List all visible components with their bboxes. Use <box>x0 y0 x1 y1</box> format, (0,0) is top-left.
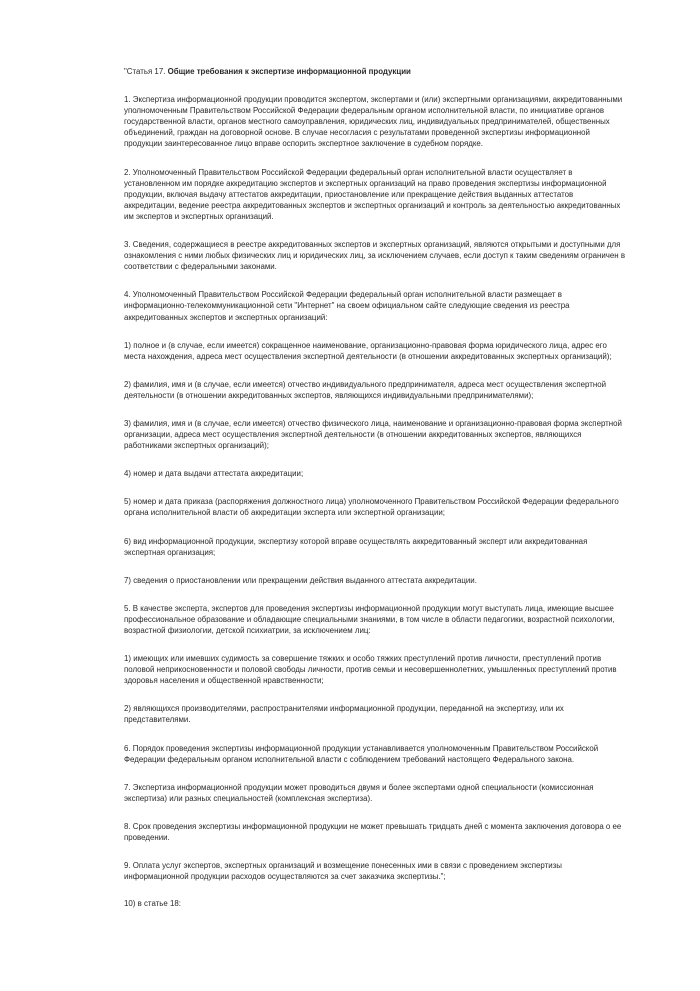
list-item: 3) фамилия, имя и (в случае, если имеется) отчество физического лица, наименование и организационно-правовая форма экспертной организации, адреса мест осуществления экспертной деятельности (в отношении аккредитованных экспертов, являющихся работниками экспертных организаций); <box>124 418 622 451</box>
paragraph: 3. Сведения, содержащиеся в реестре аккредитованных экспертов и экспертных организаций, являются открытыми и доступными для ознакомления с ними любых физических лиц и юридических лиц, за исключением случаев, если доступ к таким сведениям ограничен в соответствии с федеральными законами. <box>124 240 626 272</box>
list-item: 1) имеющих или имевших судимость за совершение тяжких и особо тяжких преступлений против личности, преступлений против половой неприкосновенности и половой свободы личности, против семьи и несовершеннолетних, умышленных преступлений против здоровья населения и общественной нравственности; <box>124 654 617 686</box>
list-item: 6) вид информационной продукции, экспертизу которой вправе осуществлять аккредитованный эксперт или аккредитованная экспертная организация; <box>124 536 588 557</box>
paragraph: 6. Порядок проведения экспертизы информационной продукции устанавливается уполномоченным Правительством Российской Федерации федеральным органом исполнительной власти с соблюдением требований настоящего Федерального закона. <box>124 743 599 764</box>
list-item: 7) сведения о приостановлении или прекращении действия выданного аттестата аккредитации. <box>124 575 477 585</box>
list-item: 10) в статье 18: <box>124 899 181 909</box>
article-number: "Статья 17. <box>124 67 168 76</box>
paragraph: 5. В качестве эксперта, экспертов для проведения экспертизы информационной продукции могут выступать лица, имеющие высшее профессиональное образование и обладающие специальными знаниями, в том числе в области педагогики, возрастной психологии, возрастной физиологии, детской психиатрии, за исключением лиц: <box>124 603 615 635</box>
paragraph: 7. Экспертиза информационной продукции может проводиться двумя и более экспертами одной специальности (комиссионная экспертиза) или разных специальностей (комплексная экспертиза). <box>124 782 594 803</box>
paragraph: 2. Уполномоченный Правительством Российской Федерации федеральный орган исполнительной власти осуществляет в установленном им порядке аккредитацию экспертов и экспертных организаций на право проведения экспертизы информационной продукции, включая выдачу аттестатов аккредитации, приостановление или прекращение действия выданных аттестатов аккредитации, ведение реестра аккредитованных экспертов и экспертных организаций и контроль за деятельностью аккредитованных им экспертов и экспертных организаций. <box>124 167 621 221</box>
list-item: 5) номер и дата приказа (распоряжения должностного лица) уполномоченного Правительством Российской Федерации федерального органа исполнительной власти об аккредитации эксперта или экспертной организации; <box>124 497 619 518</box>
paragraph: 9. Оплата услуг экспертов, экспертных организаций и возмещение понесенных ими в связи с проведением экспертизы информационной продукции расходов осуществляются за счет заказчика экспертизы."; <box>124 861 562 882</box>
paragraph: 8. Срок проведения экспертизы информационной продукции не может превышать тридцать дней с момента заключения договора о ее проведении. <box>124 821 622 843</box>
document-page <box>124 66 626 926</box>
article-heading: Общие требования к экспертизе информационной продукции <box>167 67 411 76</box>
list-item: 2) являющихся производителями, распространителями информационной продукции, переданной на экспертизу, или их представителями. <box>124 704 564 725</box>
paragraph: 4. Уполномоченный Правительством Российской Федерации федеральный орган исполнительной власти размещает в информационно-телекоммуникационной сети "Интернет" на своем официальном сайте следующие сведения из реестра аккредитованных экспертов и экспертных организаций: <box>124 290 570 322</box>
list-item: 1) полное и (в случае, если имеется) сокращенное наименование, организационно-правовая форма юридического лица, адрес его места нахождения, адреса мест осуществления экспертной деятельности (в отношении аккредитованных экспертных организаций); <box>124 340 612 361</box>
list-item: 4) номер и дата выдачи аттестата аккредитации; <box>124 469 304 479</box>
article-title <box>124 66 626 77</box>
list-item: 2) фамилия, имя и (в случае, если имеется) отчество индивидуального предпринимателя, адреса мест осуществления экспертной деятельности (в отношении аккредитованных экспертов, являющихся индивидуальными предпринимателями); <box>124 379 607 400</box>
paragraph: 1. Экспертиза информационной продукции проводится экспертом, экспертами и (или) экспертными организациями, аккредитованными уполномоченным Правительством Российской Федерации федеральным органом исполнительной власти, по инициативе органов государственной власти, органов местного самоуправления, юридических лиц, индивидуальных предпринимателей, общественных объединений, граждан на договорной основе. В случае несогласия с результатами проведенной экспертизы информационной продукции заинтересованное лицо вправе оспорить экспертное заключение в судебном порядке. <box>124 95 623 149</box>
